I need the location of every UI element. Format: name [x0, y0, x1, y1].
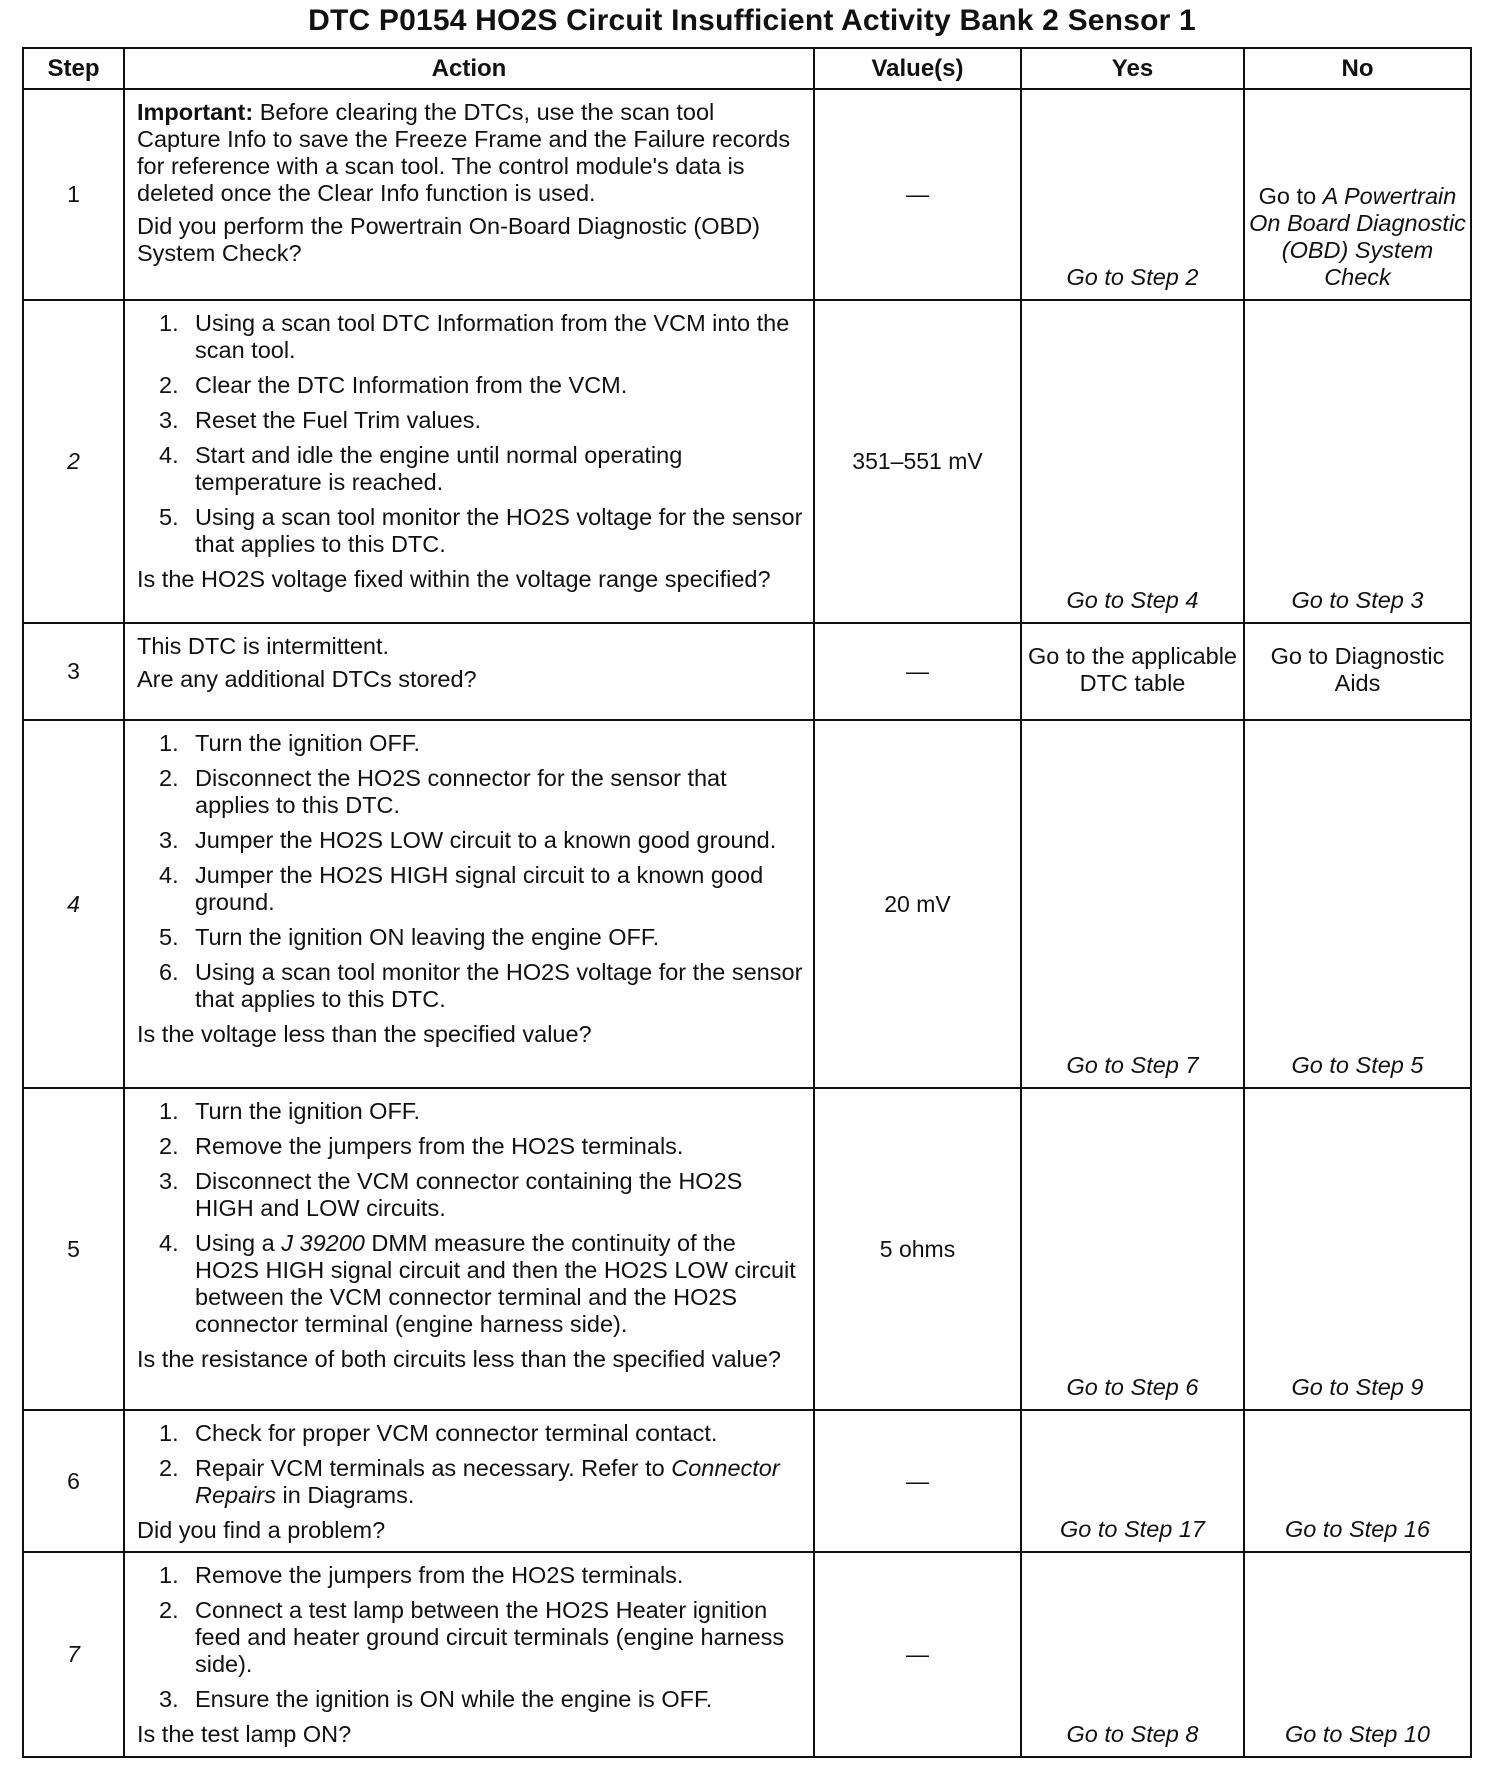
step-number: 4: [23, 720, 124, 1088]
step-number: 3: [23, 623, 124, 720]
important-text: Before clearing the DTCs, use the scan tool Capture Info to save the Freeze Frame and the Failure records for reference with a scan tool. The control module's data is deleted once the Clear Info function is used.: [137, 99, 791, 206]
yes-action: Go to the applicable DTC table: [1021, 623, 1244, 720]
table-row: [23, 1552, 1471, 1757]
no-action: [1244, 89, 1471, 300]
table-row: [23, 1410, 1471, 1552]
list-item: 1. Check for proper VCM connector terminal contact.: [159, 1420, 718, 1446]
action-cell: [124, 1088, 814, 1410]
value-cell: 20 mV: [814, 720, 1021, 1088]
action-cell: [124, 1410, 814, 1552]
value-cell: 5 ohms: [814, 1088, 1021, 1410]
no-action: Go to Step 9: [1244, 1088, 1471, 1410]
list-item: 2. Connect a test lamp between the HO2S Heater ignition feed and heater ground circuit terminals (engine harness side).: [159, 1597, 785, 1677]
list-item: 3. Reset the Fuel Trim values.: [159, 407, 482, 433]
list-item: 4. Jumper the HO2S HIGH signal circuit to a known good ground.: [159, 862, 764, 915]
step-question: Is the HO2S voltage fixed within the voltage range specified?: [137, 566, 771, 592]
procedure-list: [137, 1420, 803, 1509]
list-item: 3. Disconnect the VCM connector containing the HO2S HIGH and LOW circuits.: [159, 1168, 743, 1221]
tool-reference: J 39200: [281, 1230, 365, 1256]
list-item: 3. Ensure the ignition is ON while the engine is OFF.: [159, 1686, 713, 1712]
important-label: Important:: [137, 99, 254, 125]
no-action: Go to Step 3: [1244, 300, 1471, 623]
document-reference: Connector Repairs: [195, 1455, 780, 1508]
table-row: [23, 300, 1471, 623]
list-item: 4. Start and idle the engine until normal operating temperature is reached.: [159, 442, 683, 495]
step-text: This DTC is intermittent.: [137, 633, 390, 659]
column-header-yes: Yes: [1021, 48, 1244, 89]
list-item: 1. Turn the ignition OFF.: [159, 730, 421, 756]
procedure-list: [137, 1098, 803, 1338]
step-question: Is the resistance of both circuits less than the specified value?: [137, 1346, 781, 1372]
table-row: [23, 1088, 1471, 1410]
table-row: [23, 89, 1471, 300]
list-item: 2. Clear the DTC Information from the VCM.: [159, 372, 628, 398]
list-item: 2. Disconnect the HO2S connector for the sensor that applies to this DTC.: [159, 765, 727, 818]
action-cell: [124, 623, 814, 720]
action-cell: [124, 720, 814, 1088]
list-item: 2. Repair VCM terminals as necessary. Refer to Connector Repairs in Diagrams.: [159, 1455, 780, 1508]
step-question: Did you perform the Powertrain On-Board Diagnostic (OBD) System Check?: [137, 213, 760, 266]
important-note: [137, 99, 803, 207]
procedure-list: [137, 310, 803, 558]
action-cell: [124, 300, 814, 623]
no-action: Go to Step 5: [1244, 720, 1471, 1088]
step-question: Did you find a problem?: [137, 1517, 386, 1543]
no-action: Go to Step 16: [1244, 1410, 1471, 1552]
value-cell: —: [814, 1410, 1021, 1552]
value-cell: —: [814, 89, 1021, 300]
step-number: 7: [23, 1552, 124, 1757]
step-question: Are any additional DTCs stored?: [137, 666, 477, 692]
list-item: 6. Using a scan tool monitor the HO2S voltage for the sensor that applies to this DTC.: [159, 959, 803, 1012]
yes-action: Go to Step 17: [1021, 1410, 1244, 1552]
yes-action: Go to Step 8: [1021, 1552, 1244, 1757]
step-number: 5: [23, 1088, 124, 1410]
procedure-list: [137, 730, 803, 1013]
column-header-step: Step: [23, 48, 124, 89]
yes-action: Go to Step 4: [1021, 300, 1244, 623]
table-header-row: [23, 48, 1471, 89]
step-number: 1: [23, 89, 124, 300]
column-header-action: Action: [124, 48, 814, 89]
yes-action: Go to Step 7: [1021, 720, 1244, 1088]
list-item: 1. Remove the jumpers from the HO2S terminals.: [159, 1562, 684, 1588]
step-question: Is the test lamp ON?: [137, 1721, 352, 1747]
column-header-values: Value(s): [814, 48, 1021, 89]
list-item: 5. Turn the ignition ON leaving the engine OFF.: [159, 924, 660, 950]
list-item: 1. Turn the ignition OFF.: [159, 1098, 421, 1124]
list-item: 4. Using a J 39200 DMM measure the continuity of the HO2S HIGH signal circuit and then the HO2S LOW circuit between the VCM connector terminal and the HO2S connector terminal (engine harness side).: [159, 1230, 796, 1337]
value-cell: —: [814, 623, 1021, 720]
list-item: 5. Using a scan tool monitor the HO2S voltage for the sensor that applies to this DTC.: [159, 504, 803, 557]
no-action-reference: A Powertrain On Board Diagnostic (OBD) System Check: [1249, 183, 1466, 290]
no-action: Go to Diagnostic Aids: [1244, 623, 1471, 720]
step-question: Is the voltage less than the specified value?: [137, 1021, 592, 1047]
step-number: 2: [23, 300, 124, 623]
table-row: [23, 720, 1471, 1088]
table-row: [23, 623, 1471, 720]
list-item: 2. Remove the jumpers from the HO2S terminals.: [159, 1133, 684, 1159]
value-cell: 351–551 mV: [814, 300, 1021, 623]
no-action: Go to Step 10: [1244, 1552, 1471, 1757]
action-cell: [124, 89, 814, 300]
list-item: 1. Using a scan tool DTC Information from the VCM into the scan tool.: [159, 310, 790, 363]
action-cell: [124, 1552, 814, 1757]
step-number: 6: [23, 1410, 124, 1552]
diagnostic-table: [22, 47, 1472, 1758]
yes-action: Go to Step 2: [1021, 89, 1244, 300]
value-cell: —: [814, 1552, 1021, 1757]
page-title: DTC P0154 HO2S Circuit Insufficient Activity Bank 2 Sensor 1: [308, 4, 1196, 37]
yes-action: Go to Step 6: [1021, 1088, 1244, 1410]
list-item: 3. Jumper the HO2S LOW circuit to a known good ground.: [159, 827, 777, 853]
no-action-prefix: Go to: [1258, 183, 1323, 209]
procedure-list: [137, 1562, 803, 1713]
column-header-no: No: [1244, 48, 1471, 89]
